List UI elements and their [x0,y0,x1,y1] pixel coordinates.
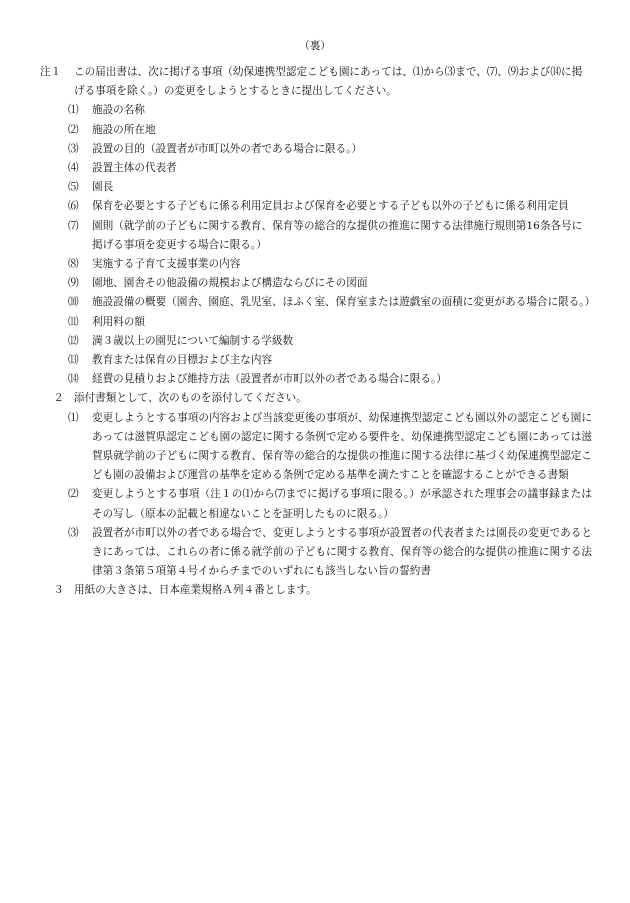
attachment-item-1 [68,409,592,486]
changed-item-10 [68,293,596,312]
changed-item-number: ⑻ [68,258,79,271]
note-2 [40,389,592,408]
changed-item-1 [68,101,592,120]
changed-item-text: 実施する子育て支援事業の内容 [92,258,241,271]
changed-item-number: ⑶ [68,142,79,155]
note-2-items [68,409,592,582]
changed-item-2 [68,121,592,140]
changed-item-3 [68,140,592,159]
changed-item-5 [68,178,592,197]
note-1-label: 注１ [40,66,62,78]
changed-item-text: 施設設備の概要（園舎、園庭、乳児室、ほふく室、保育室または遊戯室の面積に変更がある場合に限る。） [92,296,596,309]
attachment-item-text: 設置者が市町以外の者である場合で、変更しようとする事項が設置者の代表者または園長の変更であるときにあっては、これらの者に係る就学前の子どもに関する教育、保育等の総合的な提供の推進に関する法律第３条第５項第４号イからチまでのいずれにも該当しない旨の誓約書 [92,526,592,578]
page-header: （裏） [299,40,331,52]
changed-item-number: ⑾ [68,315,79,328]
changed-item-4 [68,159,592,178]
note-3-text: 用紙の大きさは、日本産業規格Ａ列４番とします。 [74,584,317,597]
note-2-label: ２ [53,392,64,405]
changed-item-11 [68,313,592,332]
changed-item-text: 利用料の額 [92,315,145,328]
changed-item-number: ⑹ [68,200,79,213]
changed-item-number: ⑼ [68,277,79,290]
attachment-item-3 [68,524,592,582]
attachment-item-text: 変更しようとする事項（注１の⑴から⑺までに掲げる事項に限る。）が承認された理事会の議事録またはその写し（原本の記載と相違ないことを証明したものに限る。） [92,488,592,520]
changed-item-text: 保育を必要とする子どもに係る利用定員および保育を必要とする子ども以外の子どもに係る利用定員 [92,200,569,213]
changed-item-13 [68,351,592,370]
note-3 [40,581,592,600]
changed-item-number: ⒀ [68,354,79,367]
changed-item-text: 経費の見積りおよび維持方法（設置者が市町以外の者である場合に限る。） [92,373,447,386]
changed-item-number: ⑵ [68,123,79,136]
changed-item-number: ⑸ [68,181,79,194]
attachment-item-number: ⑵ [68,488,79,501]
changed-item-6 [68,197,592,216]
changed-item-number: ⑽ [68,296,79,309]
changed-item-text: 園長 [92,181,114,194]
changed-item-7 [68,217,592,255]
note-2-text: 添付書類として、次のものを添付してください。 [74,392,307,405]
changed-item-text: 施設の所在地 [92,123,156,136]
changed-item-number: ⑿ [68,334,79,347]
notes-body [40,63,596,601]
changed-item-number: ⑷ [68,162,79,175]
changed-item-number: ⒁ [68,373,79,386]
changed-item-number: ⑴ [68,104,79,117]
note-3-label: ３ [53,584,64,597]
note-1 [40,63,592,101]
changed-item-text: 園則（就学前の子どもに関する教育、保育等の総合的な提供の推進に関する法律施行規則第16条各号に掲げる事項を変更する場合に限る。） [92,219,583,251]
attachment-item-number: ⑶ [68,526,79,539]
attachment-item-text: 変更しようとする事項の内容および当該変更後の事項が、幼保連携型認定こども園以外の認定こども園にあっては滋賀県認定こども園の認定に関する条例で定める要件を、幼保連携型認定こども園にあっては滋賀県就学前の子どもに関する教育、保育等の総合的な提供の推進に関する法律に基づく幼保連携型認定こども園の設備および運営の基準を定める条例で定める基準を満たすことを確認することができる書類 [92,411,592,482]
note-1-text: この届出書は、次に掲げる事項（幼保連携型認定こども園にあっては、⑴から⑶まで、⑺、⑼および⒁に掲げる事項を除く。）の変更をしようとするときに提出してください。 [74,66,583,98]
changed-item-text: 設置の目的（設置者が市町以外の者である場合に限る。） [92,142,363,155]
changed-item-text: 設置主体の代表者 [92,162,177,175]
changed-item-12 [68,332,592,351]
changed-item-text: 園地、園舎その他設備の規模および構造ならびにその図面 [92,277,368,290]
changed-item-text: 施設の名称 [92,104,145,117]
changed-item-14 [68,370,592,389]
changed-item-9 [68,274,592,293]
note-1-items [68,101,596,389]
changed-item-text: 満３歳以上の園児について編制する学級数 [92,334,294,347]
changed-item-8 [68,255,592,274]
changed-item-number: ⑺ [68,219,79,232]
changed-item-text: 教育または保育の目標および主な内容 [92,354,273,367]
attachment-item-number: ⑴ [68,411,79,424]
attachment-item-2 [68,485,592,523]
